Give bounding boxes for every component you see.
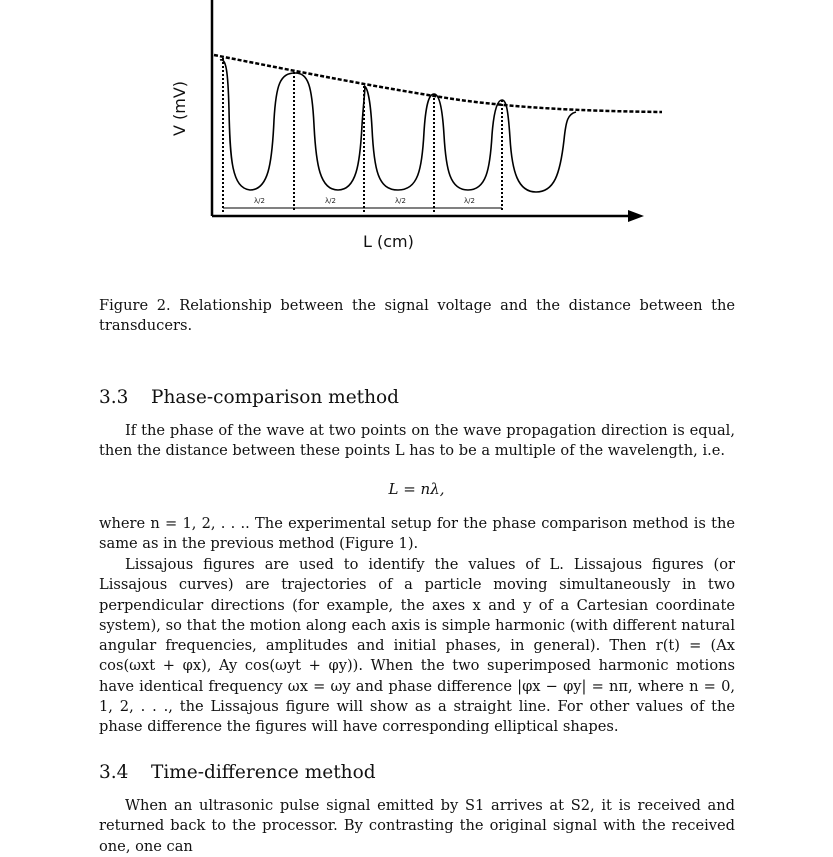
- section-heading-3-4: [99, 762, 376, 783]
- decay-envelope: [214, 55, 662, 112]
- paragraph-time-difference: When an ultrasonic pulse signal emitted by S1 arrives at S2, it is received and returned back to the processor. By contrasting the original signal with the received one, one can: [99, 797, 735, 855]
- x-axis-arrowhead: [628, 210, 644, 222]
- section-number: 3.4: [99, 762, 129, 783]
- half-wavelength-label-1: λ/2: [254, 197, 265, 205]
- paragraph-n-values: where n = 1, 2, . . .. The experimental setup for the phase comparison method is the same as in the previous method (Figure 1).: [99, 515, 735, 553]
- signal-curve: [220, 60, 576, 192]
- equation-l-n-lambda: L = nλ,: [388, 480, 445, 498]
- section-number: 3.3: [99, 387, 129, 408]
- section-title: Phase-comparison method: [151, 387, 400, 408]
- paragraph-phase-intro: If the phase of the wave at two points on the wave propagation direction is equal, then the distance between these points L has to be a multiple of the wavelength, i.e.: [99, 422, 735, 460]
- figure-caption: Figure 2. Relationship between the signal voltage and the distance between the transducers.: [99, 297, 735, 334]
- voltage-distance-figure: [0, 0, 833, 270]
- half-wavelength-label-3: λ/2: [395, 197, 406, 205]
- paragraph-lissajous: Lissajous figures are used to identify the values of L. Lissajous figures (or Lissajous curves) are trajectories of a particle moving simultaneously in two perpendicular directions (for example, the axes x and y of a Cartesian coordinate system), so that the motion along each axis is simple harmonic (with different natural angular frequencies, amplitudes and initial phases, in general). Then r(t) = (Ax cos(ωxt + φx), Ay cos(ωyt + φy)). When the two superimposed harmonic motions have identical frequency ωx = ωy and phase difference |φx − φy| = nπ, where n = 0, 1, 2, . . ., the Lissajous figure will show as a straight line. For other values of the phase difference the figures will have corresponding elliptical shapes.: [99, 556, 735, 736]
- half-wavelength-label-2: λ/2: [325, 197, 336, 205]
- y-axis-label: V (mV): [170, 80, 190, 137]
- section-heading-3-3: [99, 387, 399, 408]
- section-title: Time-difference method: [151, 762, 376, 783]
- half-wavelength-label-4: λ/2: [464, 197, 475, 205]
- x-axis-label: L (cm): [363, 232, 414, 251]
